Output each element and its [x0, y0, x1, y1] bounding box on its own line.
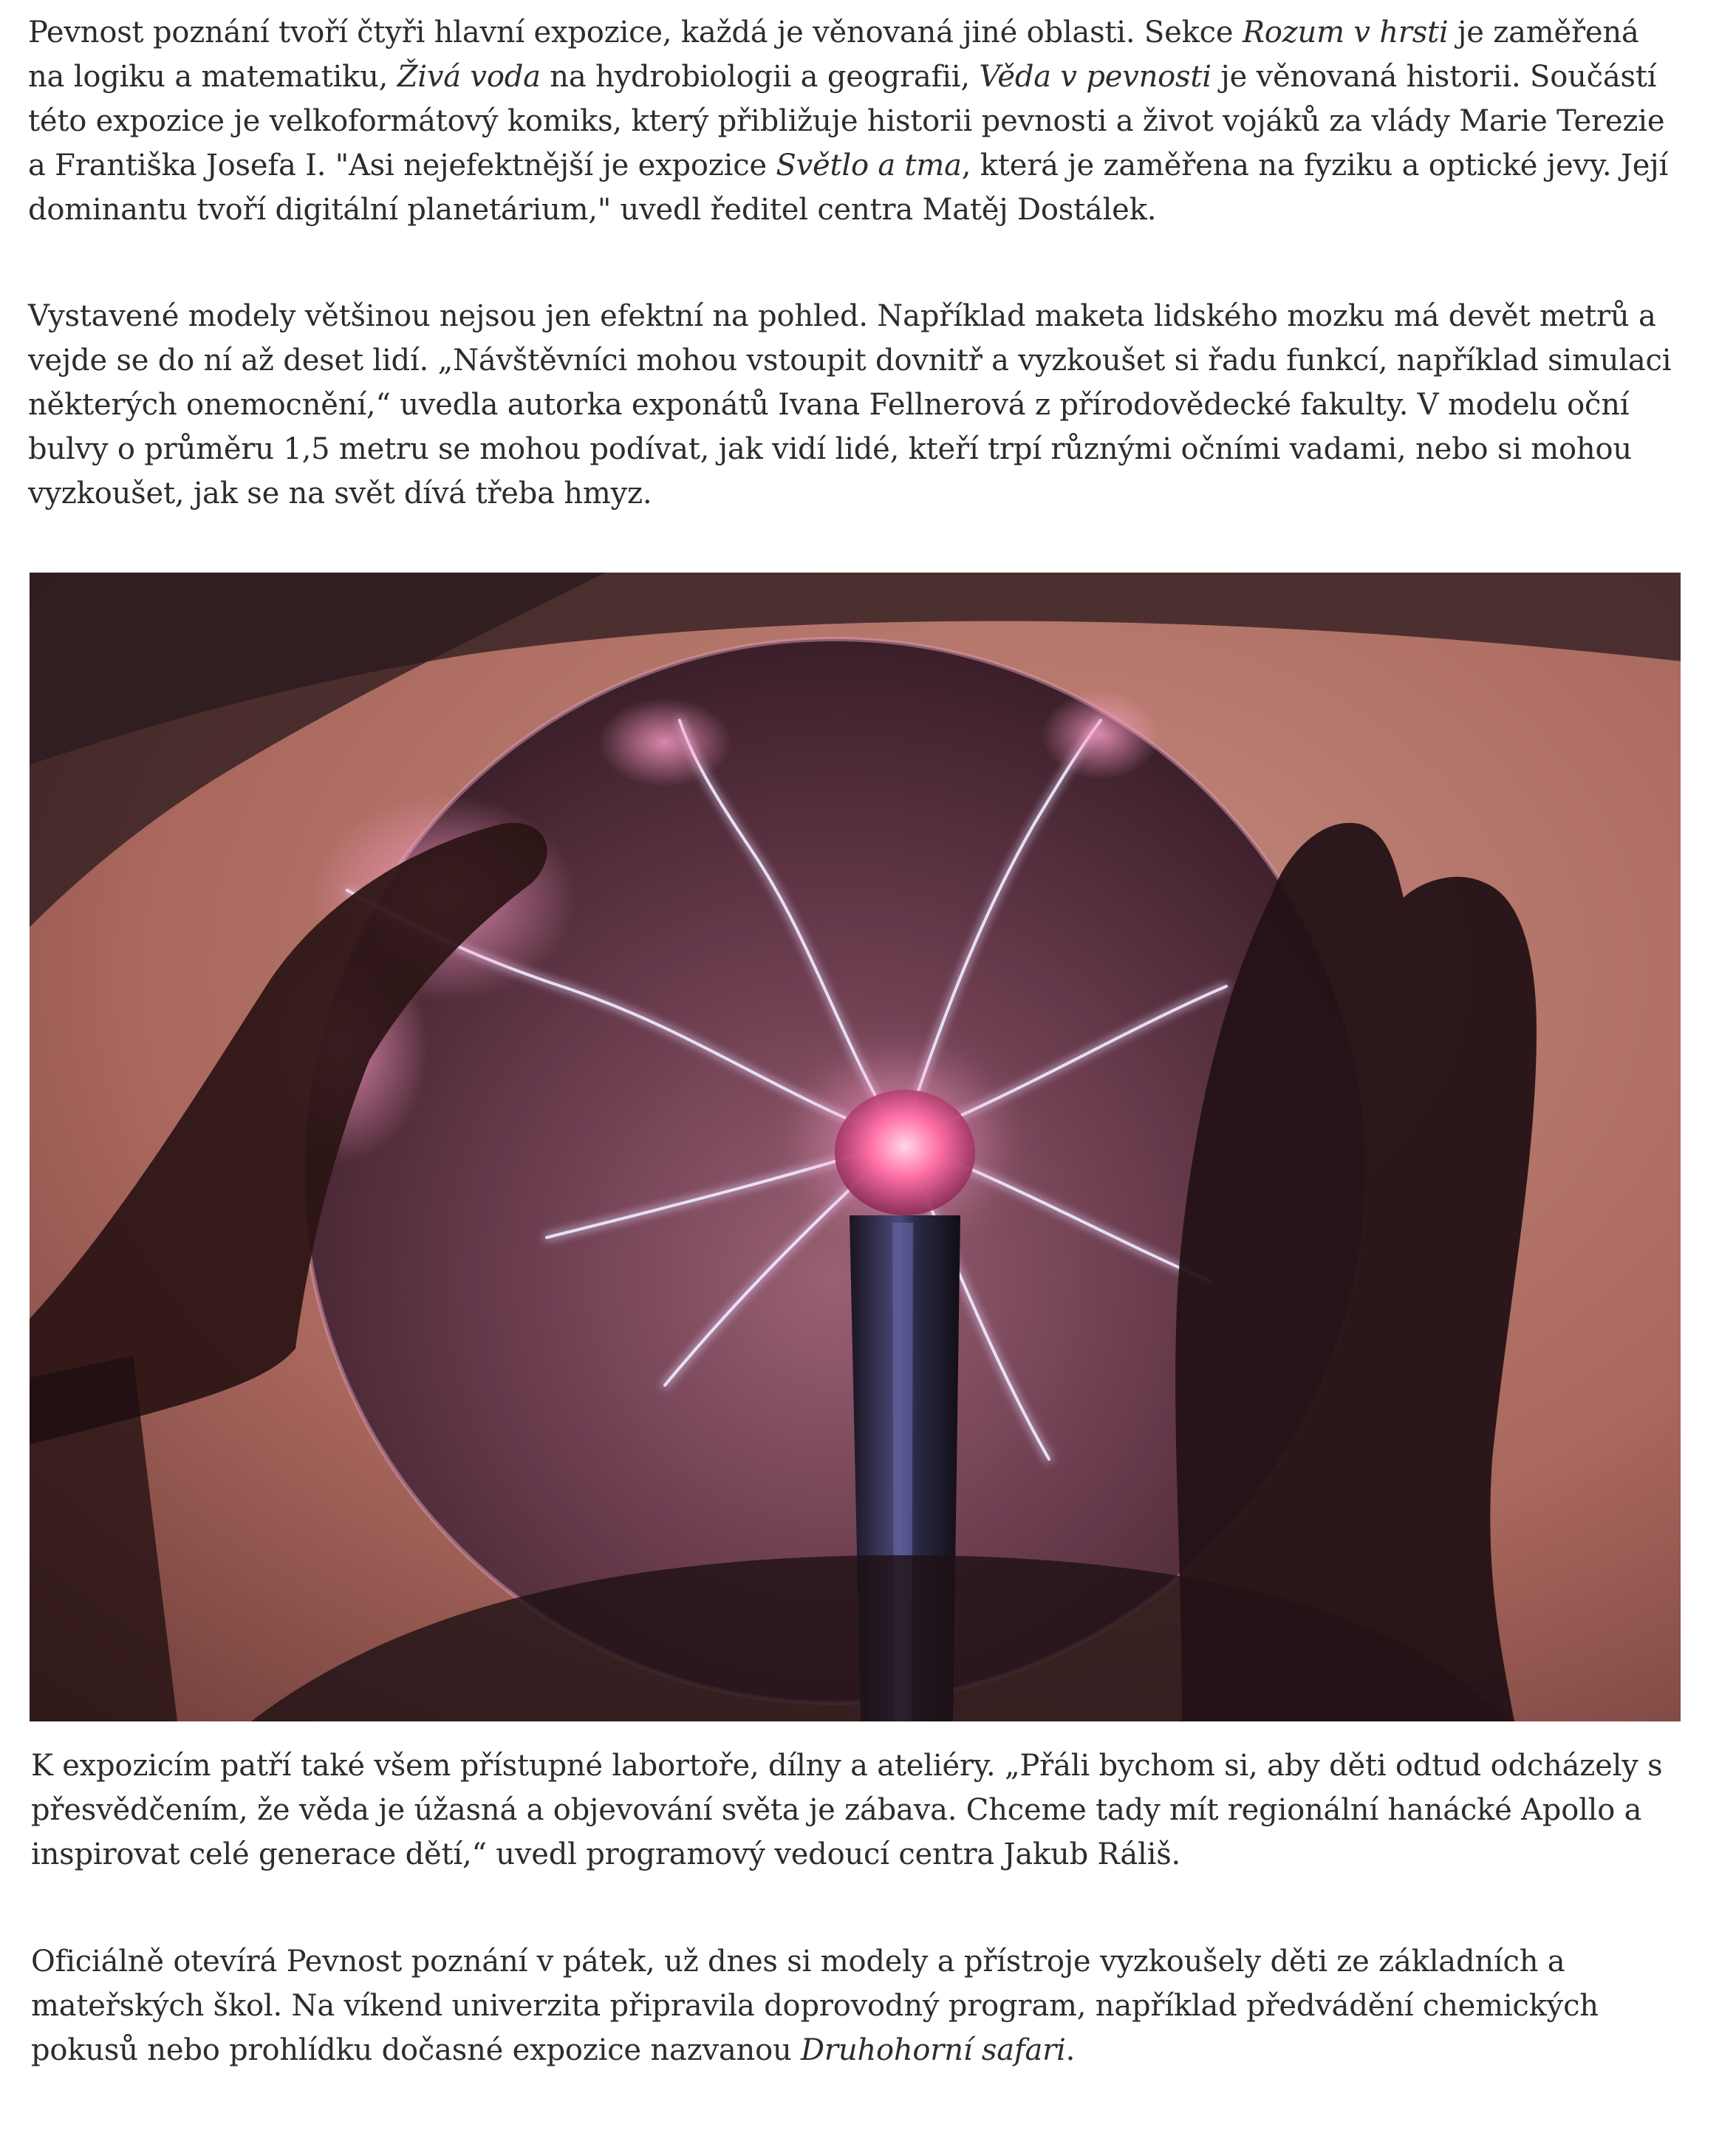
text-run: na hydrobiologii a geografii, — [540, 60, 980, 94]
plasma-ball-photo — [30, 573, 1681, 1721]
paragraph-laboratore: K expozicím patří také všem přístupné labortoře, dílny a ateliéry. „Přáli bychom si, aby děti odtud odcházely s přesvědčením, že věda je úžasná a objevování světa je zábava. Chceme tady mít regionální hanácké Apollo a inspirovat celé generace dětí,“ uvedl programový vedoucí centra Jakub Ráliš. — [31, 1749, 1663, 1871]
text-run: je věnovaná historii. Součástí této expozice je velkoformátový komiks, který přibližuje historii pevnosti a život vojáků za vlády Marie Terezie a Františka Josefa I. "Asi nejefektnější je expozice — [28, 60, 1665, 182]
emphasis-svetlo-a-tma: Světlo a tma — [776, 149, 962, 182]
text-run: Pevnost poznání tvoří čtyři hlavní expozice, každá je věnovaná jiné oblasti. Sekce — [28, 16, 1243, 50]
text-run: . — [1065, 2033, 1076, 2067]
paragraph-modely: Vystavené modely většinou nejsou jen efektní na pohled. Například maketa lidského mozku má devět metrů a vejde se do ní až deset lidí. „Návštěvníci mohou vstoupit dovnitř a vyzkoušet si řadu funkcí, například simulaci některých onemocnění,“ uvedla autorka exponátů Ivana Fellnerová z přírodovědecké fakulty. V modelu oční bulvy o průměru 1,5 metru se mohou podívat, jak vidí lidé, kteří trpí různými očními vadami, nebo si mohou vyzkoušet, jak se na svět dívá třeba hmyz. — [28, 299, 1672, 511]
emphasis-druhohorni-safari: Druhohorní safari — [801, 2033, 1066, 2067]
paragraph-otevreni — [31, 1939, 1686, 2072]
emphasis-ziva-voda: Živá voda — [397, 60, 541, 94]
emphasis-rozum-v-hrsti: Rozum v hrsti — [1242, 16, 1449, 50]
plasma-ball-illustration — [30, 573, 1681, 1721]
text-run: , která je zaměřena na fyziku a optické jevy. Její dominantu tvoří digitální planetárium," uvedl ředitel centra Matěj Dostálek. — [28, 149, 1669, 227]
text-run: je zaměřená na logiku a matematiku, — [28, 16, 1639, 94]
text-run: Oficiálně otevírá Pevnost poznání v pátek, už dnes si modely a přístroje vyzkoušely děti ze základních a mateřských škol. Na víkend univerzita připravila doprovodný program, například předvádění chemických pokusů nebo prohlídku dočasné expozice nazvanou — [31, 1945, 1599, 2067]
paragraph-expozice — [28, 10, 1683, 232]
emphasis-veda-v-pevnosti: Věda v pevnosti — [979, 60, 1212, 94]
